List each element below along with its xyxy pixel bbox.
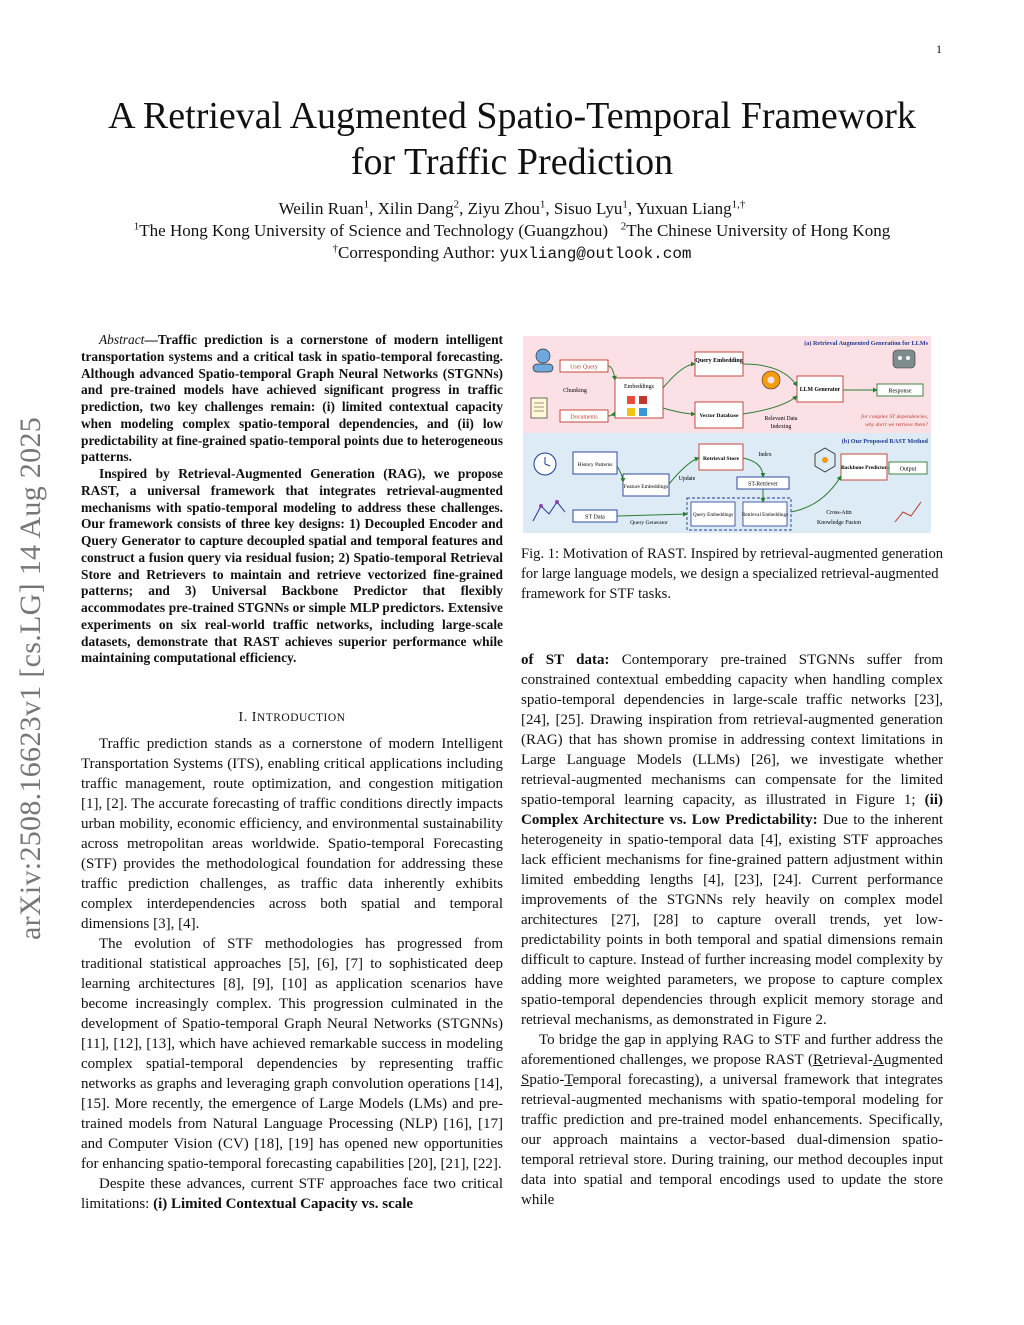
acronym-rest-r: etrieval- — [823, 1052, 873, 1068]
index-label: Index — [758, 452, 772, 458]
chunking-label: Chunking — [563, 388, 587, 394]
documents-label: Documents — [570, 414, 598, 421]
author: Sisuo Lyu — [553, 199, 623, 218]
embeddings-label: Embeddings — [624, 384, 654, 390]
right-p1-bold: of ST data: — [521, 652, 610, 668]
author-sup: 1,† — [731, 198, 746, 211]
section-title-first: I — [251, 710, 257, 725]
corr-label: Corresponding Author: — [337, 243, 496, 262]
right-p1-text-a: Contemporary pre-trained STGNNs suffer from constrained contextual embedding capacity when handling complex spatio-temporal dependencies in large-scale traffic networks [23], [24], [25]. Drawing inspiration from retrieval-augmented generation (RAG) that has shown promise in addressing context limitations in Large Language Models (LLMs) [26], we investigate whether retrieval-augmented mechanisms can compensate for the limited spatio-temporal learning capacity, as illustrated in Figure 1; — [521, 652, 943, 808]
query-generator-label: Query Generator — [630, 520, 668, 526]
output-label: Output — [899, 466, 917, 473]
intro-p3-bold: (i) Limited Contextual Capacity vs. scale — [153, 1196, 414, 1212]
author: Yuxuan Liang — [635, 199, 732, 218]
section-numeral: I. — [238, 710, 252, 725]
right-p1-text-b: Due to the inherent heterogeneity in spatio-temporal data [4], existing STF approaches lack efficient mechanisms for fine-grained pattern adjustment within limited embedding lengths [4], [23], [24]. Current performance improvements of the STGNNs rely heavily on complex model architectures [27], [28] to capture overall trends, yet low-predictability points in both temporal and spatial dimensions remain difficult to capture. Instead of further increasing model complexity by adding more weighted parameters, we propose to capture complex spatio-temporal dependencies through explicit memory storage and retrieval mechanisms, as demonstrated in Figure 2. — [521, 812, 943, 1028]
acronym-r: R — [813, 1052, 824, 1068]
author: Weilin Ruan — [278, 199, 364, 218]
feature-embeddings-label: Feature Embeddings — [623, 484, 669, 490]
update-label: Update — [678, 476, 696, 482]
relevant-data-label: Relevant Data — [764, 416, 798, 422]
figure-1-caption: Fig. 1: Motivation of RAST. Inspired by retrieval-augmented generation for large language models, we design a specialized retrieval-augmented framework for STF tasks. — [521, 546, 944, 602]
user-query-label: User Query — [570, 364, 598, 371]
cross-attn-label: Cross-Attn — [826, 510, 852, 516]
acronym-rest-s: patio- — [529, 1072, 565, 1088]
author-block — [60, 198, 964, 265]
acronym-rest-a: ugmented — [883, 1052, 943, 1068]
robot-icon — [893, 350, 915, 368]
paper-title — [60, 93, 964, 185]
note-line-2: why don't we retrieve them? — [865, 422, 928, 428]
retrieval-embeddings-label: Retrieval Embeddings — [741, 512, 789, 518]
right-p2-text-b: emporal forecasting), a universal framework that integrates retrieval-augmented mechanisms with spatio-temporal modeling for traffic prediction and pre-trained model enhancements. Specifically, our approach maintains a vector-based dual-dimension spatio-temporal retrieval store. During training, our method decouples input data into spatial and temporal encodings used to update the store while — [521, 1072, 943, 1208]
section-heading-introduction — [81, 710, 503, 726]
response-label: Response — [888, 388, 912, 395]
history-patterns-label: History Patterns — [577, 462, 613, 468]
indexing-label: Indexing — [770, 424, 792, 430]
title-line-1: A Retrieval Augmented Spatio-Temporal Framework — [108, 95, 916, 137]
author-sup: 1 — [363, 198, 370, 211]
author-list: Weilin Ruan$^1$, Xilin Dang$^2$, Ziyu Zhou$^1$, Sisuo Lyu$^1$, Yuxuan Liang$^{1,\dagger}$ — [278, 198, 746, 218]
arxiv-identifier: arXiv:2508.16623v1 [cs.LG] 14 Aug 2025 — [14, 416, 47, 940]
corr-sup: † — [332, 242, 338, 255]
figure-1-diagram — [523, 336, 931, 533]
affiliations — [60, 220, 964, 242]
intro-paragraph-2: The evolution of STF methodologies has progressed from traditional statistical approaches [5], [6], [7] to sophisticated deep learning architectures [8], [9], [10] as application scenarios have become increasingly complex. This progression culminated in the development of Spatio-temporal Graph Neural Networks (STGNNs) [11], [12], [13], which have achieved remarkable success in modeling complex spatial-temporal dependencies by representing traffic networks as graphs and leveraging graph convolution operations [14], [15]. More recently, the emergence of Large Models (LMs) and pre-trained models from Natural Language Processing (NLP) [16], [17] and Computer Vision (CV) [18], [19] has opened new opportunities for enhancing spatio-temporal forecasting capabilities [20], [21], [22]. — [81, 936, 503, 1172]
author-sup: 1 — [622, 198, 628, 211]
aff-sup: 2 — [620, 220, 627, 233]
corr-email-link[interactable]: yuxliang@outlook.com — [499, 245, 692, 263]
abstract-p2: Inspired by Retrieval-Augmented Generation (RAG), we propose RAST, a universal framework that integrates retrieval-augmented mechanisms with spatio-temporal modeling to address these challenges. Our framework consists of three key designs: 1) Decoupled Encoder and Query Generator to capture decoupled spatial and temporal features and construct a fusion query via residual fusion; 2) Spatio-temporal Retrieval Store and Retrievers to maintain and retrieve vectorized fine-grained patterns; and 3) Universal Backbone Predictor that flexibly accommodates pre-trained STGNNs or simple MLP predictors. Extensive experiments on six real-world traffic networks, including large-scale datasets, demonstrate that RAST achieves superior performance while maintaining computational efficiency. — [81, 466, 503, 666]
right-paragraph-1 — [521, 650, 943, 1030]
left-column-body — [81, 734, 503, 1214]
backbone-predictor-label: Backbone Predictor — [841, 465, 887, 471]
gear-icon — [762, 371, 780, 389]
intro-p3-text: Despite these advances, current STF approaches face two critical limitations: — [81, 1176, 503, 1212]
author-sup: 2 — [453, 198, 460, 211]
right-column-body — [521, 650, 943, 1210]
right-p2-text-a: To bridge the gap in applying RAG to STF and further address the aforementioned challenges, we propose RAST ( — [521, 1032, 943, 1068]
st-data-label: ST Data — [585, 514, 605, 521]
affiliation-2: The Chinese University of Hong Kong — [626, 221, 891, 240]
right-paragraph-2 — [521, 1030, 943, 1210]
author-sup: 1 — [539, 198, 546, 211]
author: Xilin Dang — [377, 199, 454, 218]
abstract-text-1: —Traffic prediction is a cornerstone of modern intelligent transportation systems and a critical task in spatio-temporal forecasting. Although advanced Spatio-temporal Graph Neural Networks (STGNNs) and pre-trained models have achieved significant progress in traffic prediction, two key challenges remain: (i) limited contextual capacity when modeling complex spatio-temporal dependencies, and (ii) low predictability at fine-grained spatio-temporal points due to heterogeneous patterns. — [81, 332, 503, 465]
page-number: 1 — [936, 42, 942, 56]
panel-a-title: (a) Retrieval Augmented Generation for LLMs — [804, 340, 928, 347]
title-line-2: for Traffic Prediction — [350, 141, 674, 183]
intro-paragraph-3 — [81, 1174, 503, 1214]
llm-generator-label: LLM Generator — [799, 387, 841, 393]
author: Ziyu Zhou — [467, 199, 540, 218]
vector-database-label: Vector Database — [699, 413, 739, 419]
acronym-a: A — [873, 1052, 884, 1068]
intro-paragraph-1: Traffic prediction stands as a cornerstone of modern Intelligent Transportation Systems (ITS), enabling critical applications including traffic management, route optimization, and congestion mitigation [1], [2]. The accurate forecasting of traffic conditions directly impacts urban mobility, economic efficiency, and environmental sustainability across metropolitan areas worldwide. Spatio-temporal Forecasting (STF) provides the methodological foundation for addressing these traffic prediction challenges, as traffic data inherently exhibits complex interdependencies across both spatial and temporal dimensions [3], [4]. — [81, 736, 503, 932]
panel-b-title: (b) Our Proposed RAST Method — [841, 438, 928, 445]
acronym-t: T — [564, 1072, 573, 1088]
acronym-s: S — [521, 1072, 530, 1088]
corresponding-author — [60, 242, 964, 265]
right-p1-bold-2: (ii) Complex Architecture vs. Low Predictability: — [521, 792, 943, 828]
query-embeddings-label: Query Embeddings — [692, 512, 734, 518]
query-embedding-label — [695, 358, 743, 364]
retrieval-store-label: Retrieval Store — [702, 456, 740, 462]
affiliation-1: The Hong Kong University of Science and Technology (Guangzhou) — [139, 221, 609, 240]
knowledge-fusion-label: Knowledge Fusion — [817, 520, 861, 526]
abstract-p1 — [81, 332, 503, 466]
abstract-label: Abstract — [99, 332, 145, 347]
aff-sup: 1 — [133, 220, 140, 233]
st-retriever-label: ST-Retriever — [748, 481, 778, 488]
query-embedding-box — [695, 352, 743, 376]
note-line-1: for complex ST dependencies, — [861, 414, 928, 420]
section-title-rest: NTRODUCTION — [256, 712, 346, 724]
document-icon — [531, 398, 547, 418]
query-embedding-text: Query Embedding — [695, 358, 743, 364]
abstract — [81, 332, 503, 667]
clock-icon — [534, 453, 556, 475]
